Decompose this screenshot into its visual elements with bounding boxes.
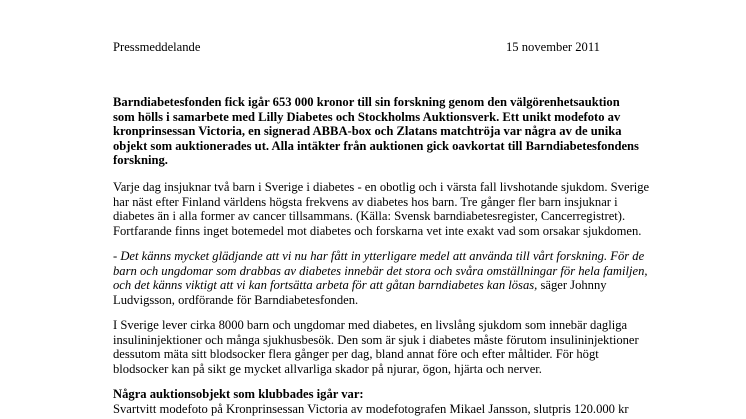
quote-line: barn och ungdomar som drabbas av diabetes innebär det stora och svåra omställningar för hela familjen, <box>113 263 648 278</box>
paragraph-line: dessutom mäta sitt blodsocker flera gånger per dag, bland annat före och efter måltider. För högt <box>113 347 599 362</box>
quote-line-end: och det känns viktigt att vi kan fortsätta arbeta för att gåtan barndiabetes kan lösas, <box>113 278 538 293</box>
document-type-label: Pressmeddelande <box>113 40 201 54</box>
intro-line: objekt som auktionerades ut. Alla intäkter från auktionen gick oavkortat till Barndiabetesfondens <box>113 138 639 153</box>
auction-items-heading <box>113 387 643 402</box>
auction-heading-text: Några auktionsobjekt som klubbades igår var: <box>113 387 364 401</box>
paragraph-line: Fortfarande finns inget botemedel mot diabetes och forskarna vet inte exakt vad som orsakar sjukdomen. <box>113 223 642 238</box>
quote-attribution-start: säger Johnny <box>537 278 607 293</box>
quote-line: - Det känns mycket glädjande att vi nu har fått in ytterligare medel att använda till vårt forskning. För de <box>113 249 645 263</box>
intro-line: som hölls i samarbete med Lilly Diabetes och Stockholms Auktionsverk. Ett unikt modefoto av <box>113 109 621 124</box>
paragraph-line: I Sverige lever cirka 8000 barn och ungdomar med diabetes, en livslång sjukdom som innebär dagliga <box>113 318 628 332</box>
intro-line: forskning. <box>113 153 168 168</box>
release-date: 15 november 2011 <box>506 40 600 54</box>
paragraph-line: Varje dag insjuknar två barn i Sverige i diabetes - en obotlig och i värsta fall livshotande sjukdom. Sverige <box>113 180 650 194</box>
quote-line-with-attribution <box>113 278 643 293</box>
quote-attribution: Ludvigsson, ordförande för Barndiabetesfonden. <box>113 292 359 307</box>
auction-items-list <box>113 402 643 417</box>
paragraph-line: diabetes än i alla former av cancer tillsammans. (Källa: Svensk barndiabetesregister, Cancerregistret). <box>113 209 626 224</box>
quote-paragraph <box>113 249 648 307</box>
auction-item: Svartvitt modefoto på Kronprinsessan Victoria av modefotografen Mikael Jansson, slutpris 120.000 kr <box>113 402 629 416</box>
diabetes-facts-paragraph <box>113 180 650 238</box>
intro-line: kronprinsessan Victoria, en signerad ABBA-box och Zlatans matchtröja var några av de unika <box>113 124 622 139</box>
paragraph-line: insulininjektioner och många sjukhusbesök. Den som är sjuk i diabetes måste förutom insulininjektioner <box>113 332 639 347</box>
paragraph-line: blodsocker kan på sikt ge mycket allvarliga skador på njurar, ögon, hjärta och nerver. <box>113 361 542 376</box>
living-with-diabetes-paragraph <box>113 318 643 376</box>
paragraph-line: har näst efter Finland världens högsta frekvens av diabetes hos barn. Tre gånger fler barn insjuknar i <box>113 194 618 209</box>
intro-paragraph <box>113 95 643 168</box>
intro-line: Barndiabetesfonden fick igår 653 000 kronor till sin forskning genom den välgörenhetsauktion <box>113 95 620 109</box>
